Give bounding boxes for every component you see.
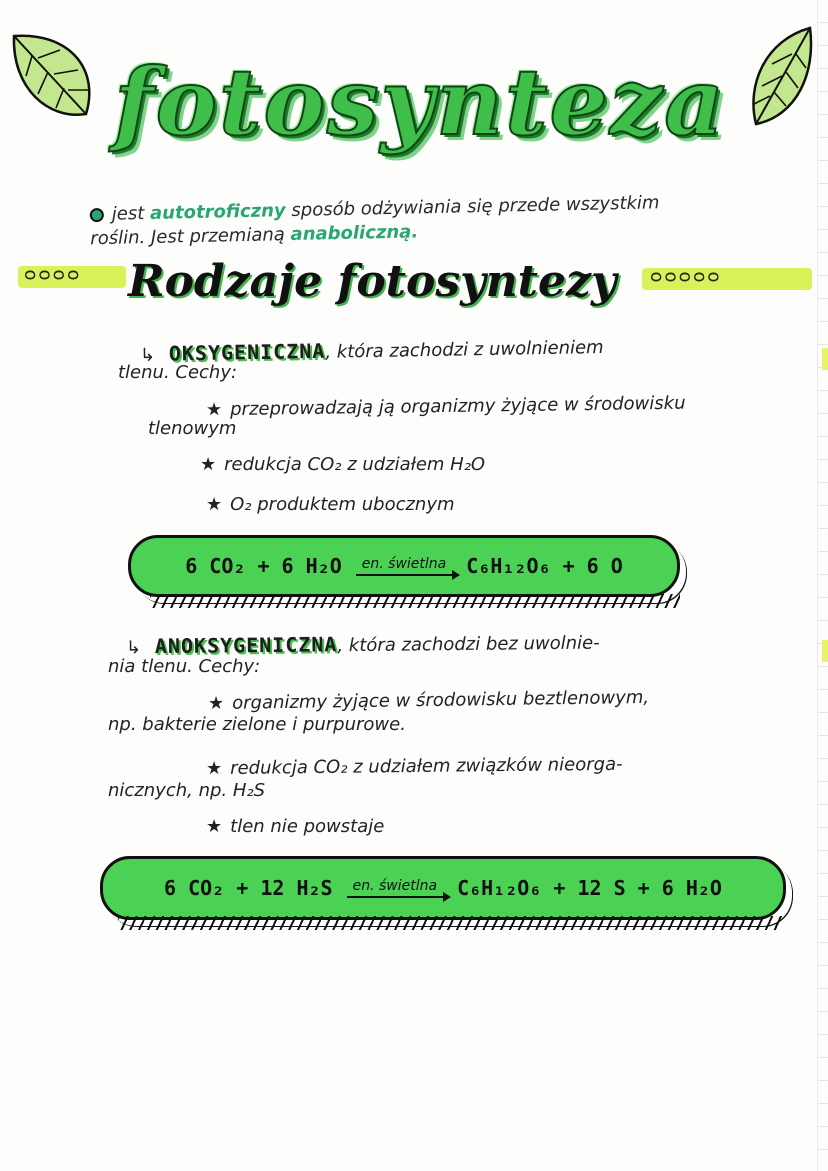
subtitle: Rodzaje fotosyntezy xyxy=(128,256,617,307)
oksy-heading-line2: tlenu. Cechy: xyxy=(118,362,238,383)
intro-prefix: jest xyxy=(111,203,145,225)
oksy-point-3 xyxy=(206,494,455,515)
arrow-bullet-icon: ↳ xyxy=(139,344,156,367)
intro-highlight-anaboliczna: anaboliczną. xyxy=(290,221,419,246)
anoksy-point-2-cont: nicznych, np. H₂S xyxy=(108,780,266,801)
star-icon: ★ xyxy=(205,758,223,780)
yellow-tab-mark xyxy=(822,640,828,662)
anoksy-point-1-cont: np. bakterie zielone i purpurowe. xyxy=(108,714,406,735)
oksy-point-3-text: O₂ produktem ubocznym xyxy=(230,494,455,515)
anoksy-heading-line xyxy=(126,630,600,659)
anoksy-equation-arrow: en. świetlna xyxy=(347,878,443,898)
oksy-point-1-cont: tlenowym xyxy=(148,418,237,439)
star-icon: ★ xyxy=(200,454,217,475)
anoksy-heading-rest: , która zachodzi bez uwolnie- xyxy=(337,632,600,657)
star-icon: ★ xyxy=(205,399,223,421)
oksy-point-1-text: przeprowadzają ją organizmy żyjące w środowisku xyxy=(230,392,686,421)
intro-suffix: sposób odżywiania się przede wszystkim xyxy=(291,192,660,222)
anoksy-point-1-text: organizmy żyjące w środowisku beztlenowym, xyxy=(232,686,650,714)
oksy-equation-left: 6 CO₂ + 6 H₂O xyxy=(185,554,342,578)
leaf-icon-right xyxy=(746,24,820,128)
anoksy-heading-line2: nia tlenu. Cechy: xyxy=(108,656,261,677)
star-icon: ★ xyxy=(206,494,223,515)
oksy-equation-hatch xyxy=(150,594,680,608)
section-heading xyxy=(10,252,820,322)
anoksy-point-3 xyxy=(206,816,384,837)
page-title: fotosynteza xyxy=(114,48,726,156)
intro-line2: roślin. Jest przemianą xyxy=(90,224,286,250)
intro-highlight-autotroficzny: autotroficzny xyxy=(149,200,286,224)
anoksy-point-1 xyxy=(208,687,649,714)
oksy-point-2 xyxy=(200,454,485,475)
oksy-equation-box xyxy=(128,535,680,597)
yellow-tab-mark xyxy=(822,348,828,370)
oksy-point-2-text: redukcja CO₂ z udziałem H₂O xyxy=(224,454,486,475)
oval-doodles-right: ᴑᴑᴑᴑᴑ xyxy=(650,266,722,287)
intro-text xyxy=(90,189,781,251)
notebook-grid-edge xyxy=(817,0,828,1171)
anoksy-equation-box xyxy=(100,856,786,920)
anoksy-equation-hatch xyxy=(118,916,782,930)
anoksy-equation-left: 6 CO₂ + 12 H₂S xyxy=(164,876,333,900)
oval-doodles-left: ᴑᴑᴑᴑ xyxy=(24,264,82,285)
oksy-heading-rest: , która zachodzi z uwolnieniem xyxy=(325,336,604,363)
oksy-equation-arrow: en. świetlna xyxy=(356,556,452,576)
leaf-icon-left xyxy=(8,28,100,124)
bullet-dot-icon xyxy=(90,208,104,222)
anoksy-heading: ANOKSYGENICZNA xyxy=(154,632,338,659)
arrow-bullet-icon: ↳ xyxy=(125,637,142,659)
anoksy-point-3-text: tlen nie powstaje xyxy=(230,816,385,837)
anoksy-point-2 xyxy=(206,754,623,779)
oksy-equation-right: C₆H₁₂O₆ + 6 O xyxy=(466,554,623,578)
star-icon: ★ xyxy=(206,816,223,837)
oksy-point-1 xyxy=(206,393,686,421)
anoksy-equation-right: C₆H₁₂O₆ + 12 S + 6 H₂O xyxy=(457,876,722,900)
star-icon: ★ xyxy=(207,692,225,715)
oksy-heading: OKSYGENICZNA xyxy=(168,338,326,366)
anoksy-point-2-text: redukcja CO₂ z udziałem związków nieorga- xyxy=(230,753,623,779)
